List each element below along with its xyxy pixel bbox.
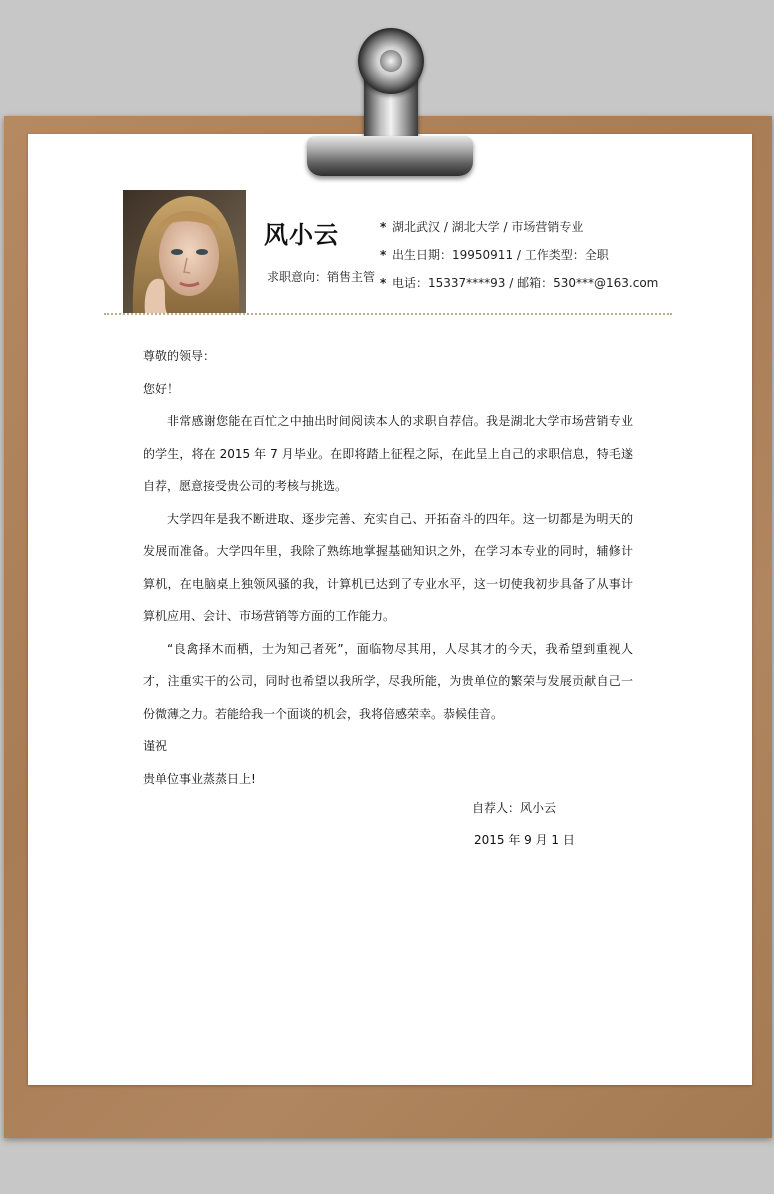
avatar-portrait-image <box>123 190 246 313</box>
letter-salutation: 尊敬的领导： <box>143 349 216 363</box>
signer-name: 自荐人：风小云 <box>472 801 557 815</box>
letter-closing: 谨祝 <box>143 739 168 753</box>
personal-info-list <box>380 218 658 302</box>
bullet-icon: * <box>380 248 387 262</box>
info-item-text: 出生日期：19950911 / 工作类型：全职 <box>392 248 609 262</box>
bullet-icon: * <box>380 220 387 234</box>
info-item-text: 湖北武汉 / 湖北大学 / 市场营销专业 <box>392 220 584 234</box>
bullet-icon: * <box>380 276 387 290</box>
letter-wish: 贵单位事业蒸蒸日上! <box>143 771 256 786</box>
applicant-name: 风小云 <box>264 221 339 249</box>
binder-clip-plate <box>307 136 473 176</box>
avatar <box>123 190 246 313</box>
job-intent: 求职意向：销售主管 <box>267 270 376 284</box>
binder-clip <box>300 22 480 182</box>
letter-paragraph: “良禽择木而栖，士为知己者死”，面临物尽其用，人尽其才的今天，我希望到重视人才，注重实干的公司，同时也希望以我所学，尽我所能，为贵单位的繁荣与发展贡献自己一份微薄之力。若能给我一个面谈的机会，我将倍感荣幸。恭候佳音。 <box>143 641 633 721</box>
info-item-birth <box>380 246 658 274</box>
info-item-text: 电话：15337****93 / 邮箱：530***@163.com <box>392 276 659 290</box>
header-divider <box>104 313 672 315</box>
letter-date: 2015 年 9 月 1 日 <box>474 833 575 847</box>
letter-paragraph: 非常感谢您能在百忙之中抽出时间阅读本人的求职自荐信。我是湖北大学市场营销专业的学生，将在 2015 年 7 月毕业。在即将踏上征程之际，在此呈上自己的求职信息，特毛遂自荐，愿意接受贵公司的考核与挑选。 <box>143 414 633 493</box>
letter-paragraph: 大学四年是我不断进取、逐步完善、充实自己、开拓奋斗的四年。这一切都是为明天的发展而准备。大学四年里，我除了熟练地掌握基础知识之外，在学习本专业的同时，辅修计算机，在电脑桌上独领风骚的我，计算机已达到了专业水平，这一切使我初步具备了从事计算机应用、会计、市场营销等方面的工作能力。 <box>143 511 633 623</box>
letter-signature <box>472 792 575 856</box>
letter-greeting: 您好！ <box>143 381 180 396</box>
cover-letter-body <box>143 340 633 795</box>
info-item-contact <box>380 274 658 302</box>
info-item-location <box>380 218 658 246</box>
binder-clip-hole <box>380 50 402 72</box>
